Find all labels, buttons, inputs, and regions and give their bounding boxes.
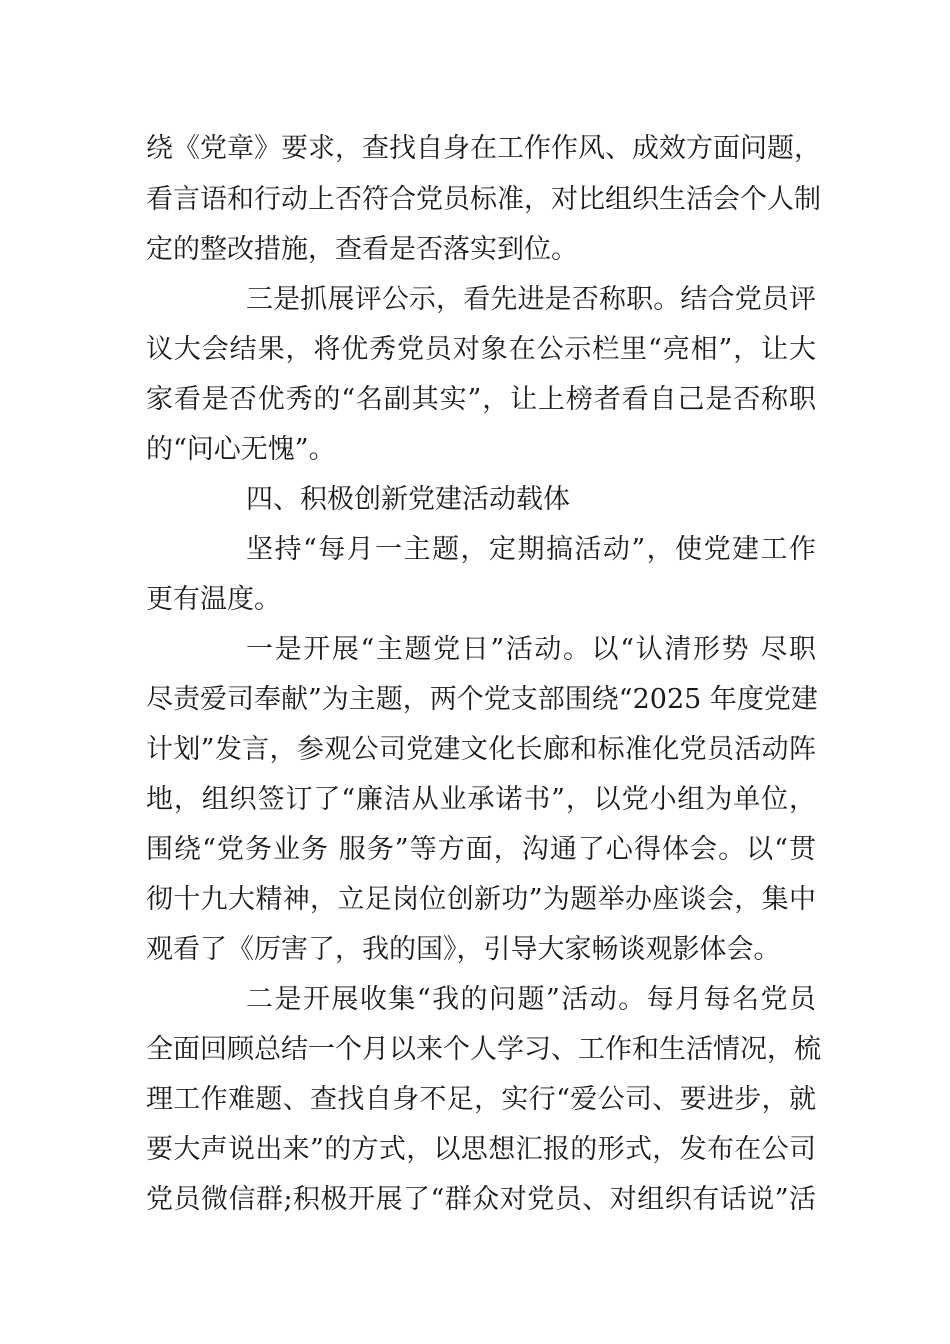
paragraph-line: 党员微信群;积极开展了“群众对党员、对组织有话说”活 bbox=[146, 1184, 816, 1215]
paragraph-line: 议大会结果，将优秀党员对象在公示栏里“亮相”，让大 bbox=[146, 334, 816, 365]
paragraph-line: 看言语和行动上否符合党员标准，对比组织生活会个人制 bbox=[146, 184, 821, 215]
paragraph-line: 二是开展收集“我的问题”活动。每月每名党员 bbox=[246, 984, 816, 1015]
paragraph-line: 的“问心无愧”。 bbox=[146, 434, 336, 465]
paragraph-line: 计划”发言，参观公司党建文化长廊和标准化党员活动阵 bbox=[146, 734, 816, 765]
paragraph-line: 绕《党章》要求，查找自身在工作作风、成效方面问题， bbox=[146, 133, 821, 164]
paragraph-line: 观看了《厉害了，我的国》，引导大家畅谈观影体会。 bbox=[146, 934, 781, 965]
paragraph-line: 家看是否优秀的“名副其实”，让上榜者看自己是否称职 bbox=[146, 384, 816, 415]
section-heading: 四、积极创新党建活动载体 bbox=[246, 484, 570, 515]
paragraph-line: 一是开展“主题党日”活动。以“认清形势 尽职 bbox=[246, 634, 816, 665]
paragraph-line: 三是抓展评公示，看先进是否称职。结合党员评 bbox=[246, 284, 816, 315]
paragraph-line: 围绕“党务业务 服务”等方面，沟通了心得体会。以“贯 bbox=[146, 834, 816, 865]
paragraph-line: 要大声说出来”的方式，以思想汇报的形式，发布在公司 bbox=[146, 1134, 816, 1165]
paragraph-line: 理工作难题、查找自身不足，实行“爱公司、要进步，就 bbox=[146, 1084, 816, 1115]
paragraph-line: 彻十九大精神，立足岗位创新功”为题举办座谈会，集中 bbox=[146, 884, 816, 915]
paragraph-line: 地，组织签订了“廉洁从业承诺书”，以党小组为单位， bbox=[146, 784, 816, 815]
paragraph-line: 全面回顾总结一个月以来个人学习、工作和生活情况，梳 bbox=[146, 1034, 821, 1065]
paragraph-line: 定的整改措施，查看是否落实到位。 bbox=[146, 234, 578, 265]
paragraph-line: 尽责爱司奉献”为主题，两个党支部围绕“2025 年度党建 bbox=[146, 684, 818, 715]
paragraph-line: 坚持“每月一主题，定期搞活动”，使党建工作 bbox=[246, 534, 816, 565]
paragraph-line: 更有温度。 bbox=[146, 584, 281, 615]
